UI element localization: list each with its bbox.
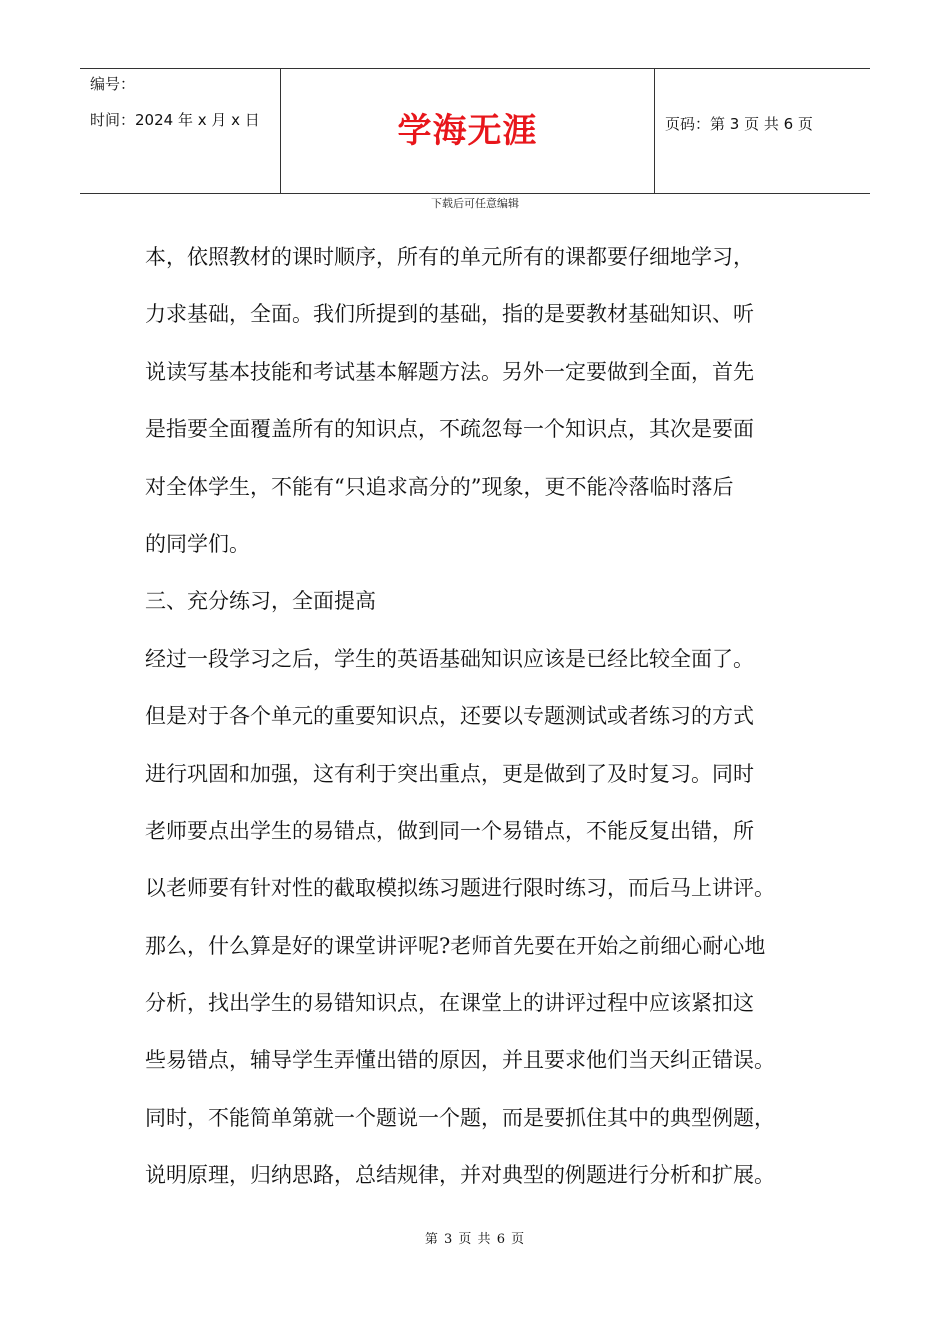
body-line: 但是对于各个单元的重要知识点，还要以专题测试或者练习的方式 — [145, 704, 754, 729]
body-line: 说明原理，归纳思路，总结规律，并对典型的例题进行分析和扩展。 — [145, 1163, 775, 1188]
header-meta-cell — [80, 69, 281, 193]
body-line: 是指要全面覆盖所有的知识点，不疏忽每一个知识点，其次是要面 — [145, 417, 754, 442]
body-line: 经过一段学习之后，学生的英语基础知识应该是已经比较全面了。 — [145, 646, 754, 671]
body-line: 分析，找出学生的易错知识点，在课堂上的讲评过程中应该紧扣这 — [145, 991, 754, 1016]
section-heading: 三、充分练习，全面提高 — [145, 589, 376, 614]
document-body — [145, 237, 845, 1213]
body-line: 力求基础，全面。我们所提到的基础，指的是要教材基础知识、听 — [145, 302, 754, 327]
header-page-cell — [655, 69, 870, 193]
body-line: 说读写基本技能和考试基本解题方法。另外一定要做到全面，首先 — [145, 359, 754, 384]
page-footer: 第 3 页 共 6 页 — [424, 1232, 526, 1247]
body-line: 的同学们。 — [145, 531, 250, 556]
document-date-label: 时间：2024 年 x 月 x 日 — [90, 111, 260, 129]
document-number-label: 编号： — [90, 75, 136, 93]
document-header-table — [80, 68, 870, 194]
body-line: 那么，什么算是好的课堂讲评呢?老师首先要在开始之前细心耐心地 — [145, 933, 766, 958]
body-line: 同时，不能简单第就一个题说一个题，而是要抓住其中的典型例题， — [145, 1105, 775, 1130]
body-line: 些易错点，辅导学生弄懂出错的原因，并且要求他们当天纠正错误。 — [145, 1048, 775, 1073]
document-title: 学海无涯 — [397, 111, 538, 151]
body-line: 以老师要有针对性的截取模拟练习题进行限时练习，而后马上讲评。 — [145, 876, 775, 901]
body-line: 老师要点出学生的易错点，做到同一个易错点，不能反复出错，所 — [145, 818, 754, 843]
body-line: 对全体学生，不能有“只追求高分的”现象，更不能冷落临时落后 — [145, 474, 734, 499]
header-page-info: 页码：第 3 页 共 6 页 — [665, 115, 813, 133]
header-title-cell — [281, 69, 655, 193]
body-line: 本，依照教材的课时顺序，所有的单元所有的课都要仔细地学习， — [145, 245, 754, 269]
editable-note: 下载后可任意编辑 — [431, 197, 519, 210]
body-line: 进行巩固和加强，这有利于突出重点，更是做到了及时复习。同时 — [145, 761, 754, 786]
